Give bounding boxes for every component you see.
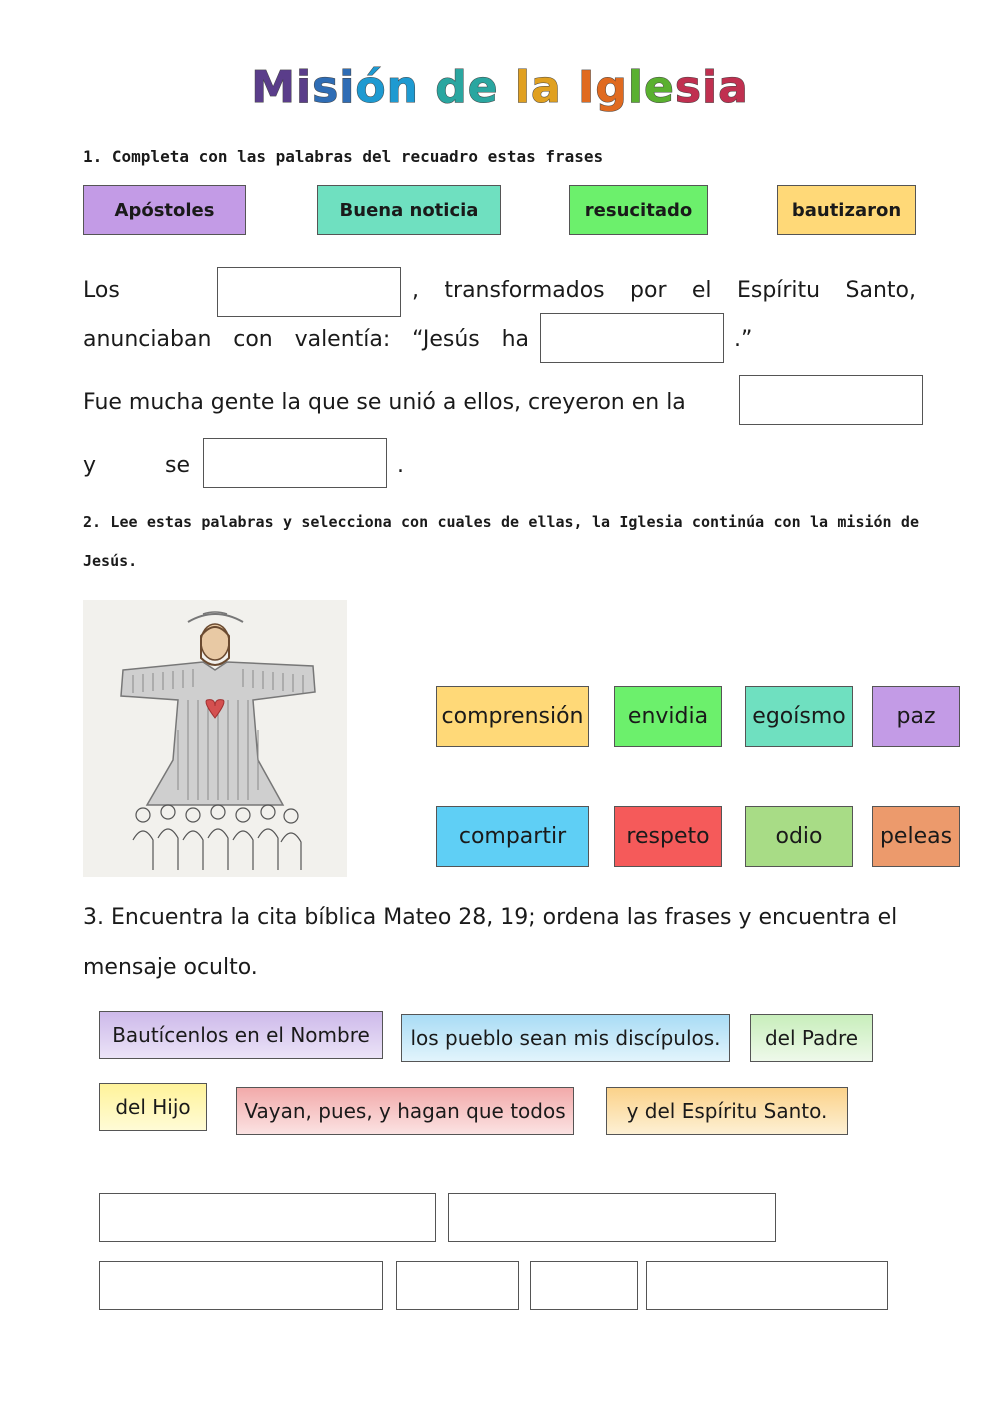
phrase-del-padre[interactable]: del Padre	[750, 1014, 873, 1062]
sentence2-start: anunciaban con valentía: “Jesús ha	[83, 327, 529, 352]
page-title: Misión de la Iglesia	[251, 62, 749, 113]
answer-blank-1[interactable]	[217, 267, 401, 317]
section1-instruction: 1. Completa con las palabras del recuadro estas frases	[83, 147, 604, 166]
option-compartir[interactable]: compartir	[436, 806, 589, 867]
order-blank-2[interactable]	[448, 1193, 776, 1242]
word-chip-buena-noticia[interactable]: Buena noticia	[317, 185, 501, 235]
word-chip-bautizaron[interactable]: bautizaron	[777, 185, 916, 235]
sentence1-end: , transformados por el Espíritu Santo,	[412, 278, 916, 303]
option-paz[interactable]: paz	[872, 686, 960, 747]
phrase-y-del-espiritu[interactable]: y del Espíritu Santo.	[606, 1087, 848, 1135]
sentence4-end: .	[397, 453, 404, 478]
option-comprension[interactable]: comprensión	[436, 686, 589, 747]
option-odio[interactable]: odio	[745, 806, 853, 867]
order-blank-4[interactable]	[396, 1261, 519, 1310]
phrase-los-pueblo[interactable]: los pueblo sean mis discípulos.	[401, 1014, 730, 1062]
word-chip-apostoles[interactable]: Apóstoles	[83, 185, 246, 235]
order-blank-5[interactable]	[530, 1261, 638, 1310]
answer-blank-3[interactable]	[739, 375, 923, 425]
word-chip-resucitado[interactable]: resucitado	[569, 185, 708, 235]
order-blank-6[interactable]	[646, 1261, 888, 1310]
sentence4-se: se	[165, 453, 190, 478]
answer-blank-2[interactable]	[540, 313, 724, 363]
sentence2-end: .”	[734, 327, 753, 352]
section2-instruction-line1: 2. Lee estas palabras y selecciona con cuales de ellas, la Iglesia continúa con la misión de	[83, 513, 919, 531]
option-egoismo[interactable]: egoísmo	[745, 686, 853, 747]
answer-blank-4[interactable]	[203, 438, 387, 488]
option-peleas[interactable]: peleas	[872, 806, 960, 867]
section3-instruction-line1: 3. Encuentra la cita bíblica Mateo 28, 19; ordena las frases y encuentra el	[83, 905, 898, 930]
phrase-vayan-pues[interactable]: Vayan, pues, y hagan que todos	[236, 1087, 574, 1135]
section2-instruction-line2: Jesús.	[83, 552, 138, 570]
option-respeto[interactable]: respeto	[614, 806, 722, 867]
option-envidia[interactable]: envidia	[614, 686, 722, 747]
jesus-crowd-illustration	[83, 600, 347, 877]
order-blank-3[interactable]	[99, 1261, 383, 1310]
order-blank-1[interactable]	[99, 1193, 436, 1242]
sentence1-start: Los	[83, 278, 120, 303]
sentence3: Fue mucha gente la que se unió a ellos, creyeron en la	[83, 390, 686, 415]
phrase-bauticenlos[interactable]: Bautícenlos en el Nombre	[99, 1011, 383, 1059]
jesus-crowd-drawing	[83, 600, 347, 877]
section3-instruction-line2: mensaje oculto.	[83, 955, 258, 980]
phrase-del-hijo[interactable]: del Hijo	[99, 1083, 207, 1131]
sentence4-y: y	[83, 453, 97, 478]
